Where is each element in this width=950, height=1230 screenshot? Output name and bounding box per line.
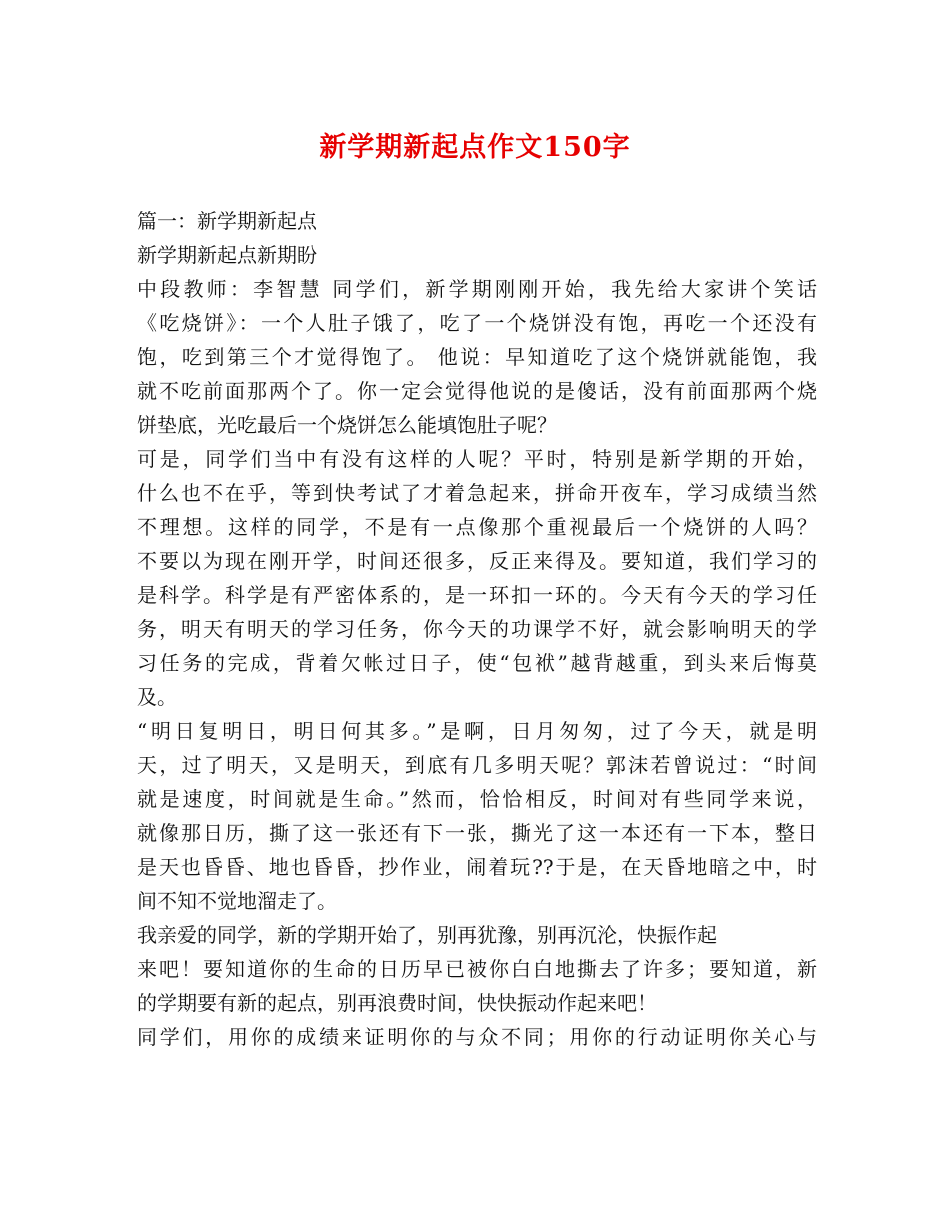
text-line: 及。 (137, 685, 177, 709)
text-line: 新学期新起点新期盼 (137, 243, 317, 267)
text-line: 的学期要有新的起点，别再浪费时间，快快振动作起来吧！ (137, 991, 657, 1015)
text-line: 是天也昏昏、地也昏昏，抄作业，闹着玩??于是，在天昏地暗之中，时 (137, 855, 817, 879)
text-line: 同学们，用你的成绩来证明你的与众不同；用你的行动证明你关心与 (137, 1025, 817, 1049)
text-line: 就不吃前面那两个了。你一定会觉得他说的是傻话，没有前面那两个烧 (137, 379, 817, 403)
text-line: 习任务的完成，背着欠帐过日子，使“包袱”越背越重，到头来后悔莫 (137, 651, 817, 675)
text-line: 是科学。科学是有严密体系的，是一环扣一环的。今天有今天的学习任 (137, 583, 817, 607)
text-line: 就是速度，时间就是生命。”然而，恰恰相反，时间对有些同学来说， (137, 787, 817, 811)
text-line: 间不知不觉地溜走了。 (137, 889, 337, 913)
text-line: 不理想。这样的同学，不是有一点像那个重视最后一个烧饼的人吗？ (137, 515, 817, 539)
text-line: 务，明天有明天的学习任务，你今天的功课学不好，就会影响明天的学 (137, 617, 817, 641)
text-line: 天，过了明天，又是明天，到底有几多明天呢？郭沫若曾说过：“时间 (137, 753, 817, 777)
text-line: 来吧！要知道你的生命的日历早已被你白白地撕去了许多；要知道，新 (137, 957, 817, 981)
document-title: 新学期新起点作文150字 (319, 132, 631, 163)
text-line: 饼垫底，光吃最后一个烧饼怎么能填饱肚子呢？ (137, 413, 557, 437)
text-line: 饱，吃到第三个才觉得饱了。 他说：早知道吃了这个烧饼就能饱，我 (137, 345, 817, 369)
text-line: 篇一：新学期新起点 (137, 209, 317, 233)
text-line: “明日复明日，明日何其多。”是啊，日月匆匆，过了今天，就是明 (137, 719, 817, 743)
text-line: 什么也不在乎，等到快考试了才着急起来，拼命开夜车，学习成绩当然 (137, 481, 817, 505)
document-body (137, 204, 817, 1054)
text-line: 中段教师：李智慧 同学们，新学期刚刚开始，我先给大家讲个笑话 (137, 277, 817, 301)
text-line: 就像那日历，撕了这一张还有下一张，撕光了这一本还有一下本，整日 (137, 821, 817, 845)
text-line: 不要以为现在刚开学，时间还很多，反正来得及。要知道，我们学习的 (137, 549, 817, 573)
text-line: 可是，同学们当中有没有这样的人呢？平时，特别是新学期的开始， (137, 447, 817, 471)
text-line: 《吃烧饼》：一个人肚子饿了，吃了一个烧饼没有饱，再吃一个还没有 (137, 311, 817, 335)
text-line: 我亲爱的同学，新的学期开始了，别再犹豫，别再沉沦，快振作起 (137, 923, 717, 947)
